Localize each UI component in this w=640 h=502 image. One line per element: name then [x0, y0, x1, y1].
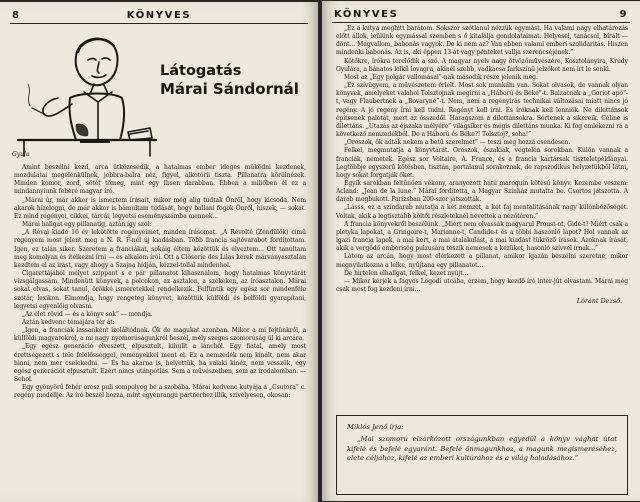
paragraph: Egy gyönyörű fehér orosz puli sompolyog be a szobába. Márai kedvenc kutyája a „Csutora” c. regény modellje. Az író beszél hozzá, mint egyenrangú partnerhez illik, szívélyesen, okosan: — [14, 384, 306, 400]
magazine-title: KÖNYVES — [126, 10, 192, 21]
paragraph: Látom az arcán, hogy most elérkezett a pillanat, amikor igazán beszélni szeretne, mikor megnyilatkozna a lelke, nyújtana egy pillanatot... — [336, 253, 628, 269]
paragraph: Felkel, megmutatja a könyvtárát. Oroszok, északiak, végtelen sorokban. Külön vannak a franciák, németek. Egész sor Voltaire, A. France, és a francia kartársak tiszteletpéldányai. Legtöbbje egyszerű kötésben, tisztán, portalanul sorakoznak, de rapszodikus helyzetükből látni, hogy sokat forgatják őket. — [336, 147, 628, 179]
right-article-body — [336, 25, 628, 305]
paragraph: Kötőkre, írókra terelődik a szó. A magyar nyelv nagy ötvözőművészére, Kosztolányira, Krúdy Gyulára, a bánatos lelkű lovagra, akinél szebb, vadkacsa farkszínű jelzőket nem írt le senki. — [336, 57, 628, 73]
paragraph: Amint beszélni kezd, arca ütközesédik, a hatalmas ember ideges működni kezdenek, mozdulatai megélénkülnek, jobbra-balra néz, figyel, alkotórii tiszta. Pillanatra körülnézek. Minden komor, zord, sötét tömeg, mint egy Ibsen darabban. Ebben a miliőben él ez a mindannyiunk fehéré magyar író. — [14, 164, 306, 196]
paragraph: „Márai úr, már akkor is ismertem írásait, mikor még alig tudtak Önről, hogy kicsoda. Nem akarok hízelegni, de már akkor is bámultam tudását, hogy ballani fogok Önről, hiszek, — sokat. Ez mind regényei, cikkei, tárcái, legyetsi eseményszámba mennek... — [14, 196, 306, 220]
paragraph: „Oroszok, ők adták nekem a betű szerelmét” — teszi még hozzá csendesen. — [344, 139, 571, 147]
right-page — [322, 1, 640, 501]
paragraph: Márai hallgat egy pillanatig, aztán így szól: — [22, 221, 152, 229]
article-title — [160, 62, 316, 98]
quote-box-title: Miklós Jenő írja: — [347, 423, 404, 431]
quote-box-text: „Mai szomorú elzárkózott országunkban egyedül a könyv vághat útat kifelé és befelé egyaránt. Befelé önmagunkhoz, a magunk megismeréséhez, elete céljához, kifelé az emberi kultúrához és a világ haladásához.” — [347, 435, 617, 463]
caricature-drawing — [10, 28, 160, 160]
illustrator-signature: Gyula — [12, 151, 30, 158]
left-page — [0, 2, 318, 502]
paragraph: — Mikor kérjek a fagyos Logodi utcába, érzem, hogy kezdő író inter-jút olvastam. Márai még csak most fog kezdeni írni... — [336, 277, 628, 293]
magazine-title: KÖNYVES — [334, 9, 399, 20]
paragraph: „Egy egész generáció elveszett, elpusztult, kihullt a láncból. Egy fiatal, amely most érettségezett s tele felelősséggel, reményekkel ment el. Ez a nemzedék nem kínált, nem akar hinni, nem mer cselekedni. — És ha akarna is, helyettük, ha valaki kinéz, nem vesszük, egy egész generációt elpusztult. Ezért nincs utánpótlás. Sem a művészetben, sem az irodalomban. — Sehol. — [14, 343, 306, 384]
paragraph: „Lásss, ez a színdarab mutatja a két nemzet, a két faj mentalitásának nagy különbözőségét. Voltak, akik a legtisztább költői részleteknél nevettek a nézőtéren.” — [336, 204, 628, 220]
paragraph: „Az élet rövid — és a könyv sok” — mondja. — [22, 310, 153, 318]
paragraph: Most az „Egy polgár vallomásai”-nak második része jelenik meg. — [344, 73, 538, 81]
paragraph: „Igen, a franciák lassanként izoláltódnak. Ők de magukat azonban. Mikor a mi fejtünkről, a külföldi magyarokról, a mi nagy nyomorúságunkról beszél, mély szeges szomorúság ül ki arcára. — [14, 327, 306, 343]
article-title-line1: Látogatás — [160, 63, 242, 79]
paragraph: „Ez a kutya meghitt barátom. Sokszor szótlanul nézzük egymást. Ha valami nagy elhatározás előtt állok, leülünk egymással szemben s ő kitalálja gondolataimat. Helyesel, tanácsol, bírált — dönt... Megvallom, babonás vagyok. De ki nem az? Van ebben valami emberi szolidaritás. Hiszen mindenki babonás. Az is, aki éppen 13-át vagy pénteket vallja szerencséjének.” — [336, 25, 628, 57]
article-title-line2: Márai Sándornál — [160, 80, 299, 98]
paragraph: „Ez szívügyem, a művészetem érlelt. Most sok munkám van. Sokat olvasok, de vannak olyan könyvek, amelyeket valahol Tolsztojnak megírni a „Háború és Béke”-t. Balzacnak a „Goriot apó”-t, vagy Flaubertnek a „Bovaryné”-t. Nem, nem a regényírás technikai változásai miatt nincs jó regény. A jó regény írni kell tudni. Regényt kell írni. És íróknak kell lenniök. Ne dilettánsok építsenek palotát, mert az összedől. Haragszom a dilettánsokra. Sértenek a sikereik. Céline is dilettáns. „Utazás az éjszaka mélyére” világsiker és mégis dilettáns munka. Ki fog emlékezni rá a következő nemzedékből. De a Háború és Béke?! Tolsztoj?, soha!” — [336, 82, 628, 139]
paragraph: Cigarettájából mélyet szippant s e pár pillanatot kihasználom, hogy hatalmas könyvtárát vizsgálgassam. Mindenütt könyvek, a polcokon, az asztalon, a székeken, az íróasztalon. Márai sokat olvas, sokat tanul, örökké ismeretekkel rendelkezik. Felfüntik egy egész sor mindenféle szótár, lexikon. Elmondja, hogy rengeteg könyvet, közöttük külföldi és belföldi gyarapítani, legyetsi egyenlőig olvasni. — [14, 270, 306, 310]
portrait-illustration — [10, 28, 160, 160]
quote-box — [336, 415, 628, 495]
page-header — [10, 10, 308, 24]
author-signature: Lóránt Dezső. — [576, 297, 622, 306]
page-header — [332, 9, 630, 23]
paragraph: Egyik sarokban feltűnően vékony, aranyozott hátú maroquin kötésű könyv. Kezembe veszem: Acland: „Jean de la lune.” Márai fordította, a Magyar Színház mutatta be. Csortos játszotta. A darab megbukott. Párizsban 200-szor játszották. — [336, 179, 628, 204]
paragraph: De hirtelen elhallgat, felkel, kezet nyújt... — [344, 269, 469, 277]
paragraph: Aztán kedvenc témájára tér át: — [22, 318, 115, 326]
left-article-body — [14, 164, 306, 401]
paragraph: „A Révai kiadó 16 év lekötötte regényeimet, minden írásomat. „A Révolté (Zendülők) című regényem most jelent meg a N. R. F-nél új kiadásban. Több francia sajtóvarabot fordítottam. Igen, ez talán siker. Szeretem a franciákat, sokáig éltem közöttük és élveztem... Ott tanultam meg komolyan és ítélkezni írni — és alkalom írói. Ott a Clöserie des Lilas kerek márványasztalán kezdtem el az írást, vagy ahogy a Szajna hídján, kézzel-tollal mindenhol. — [14, 229, 306, 269]
page-number: 9 — [619, 9, 628, 20]
paragraph: A francia könyvekről beszélünk. „Miért nem olvassák magyarul Proust-ot, Gidé-t? Miért csak a pletyka lapokat, a Gringoire-t, Marianne-t, Candide-t és a többi haszonlő lapot? Hol vannak az igazi francia lapok, a mai kort, a mai átalakulást, a mai kiadást tükröző írások. Azoknak írását, akik a vergődő emberiség pulzusára teszik nemesek a kezüket, hasonló szívvel írnak...” — [336, 220, 628, 253]
page-number: 8 — [12, 10, 21, 21]
